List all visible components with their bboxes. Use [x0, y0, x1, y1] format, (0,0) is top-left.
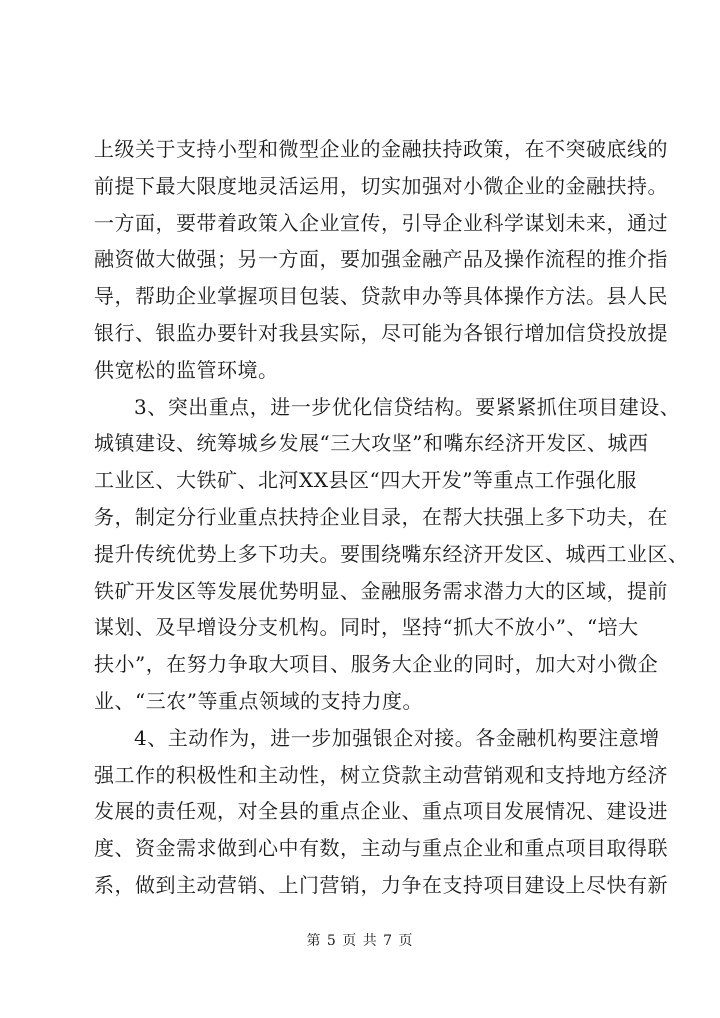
text-line: 扶小”，在努力争取大项目、服务大企业的同时，加大对小微企 — [94, 652, 659, 677]
text-line: 系，做到主动营销、上门营销，力争在支持项目建设上尽快有新 — [94, 872, 668, 897]
text-line: 银行、银监办要针对我县实际，尽可能为各银行增加信贷投放提 — [94, 320, 668, 345]
text-line: 强工作的积极性和主动性，树立贷款主动营销观和支持地方经济 — [94, 762, 668, 787]
text-line: 谋划、及早增设分支机构。同时，坚持“抓大不放小”、“培大 — [94, 615, 639, 640]
section-heading-line: 3、突出重点，进一步优化信贷结构。要紧紧抓住项目建设、 — [134, 394, 681, 419]
text-line: 务，制定分行业重点扶持企业目录，在帮大扶强上多下功夫，在 — [94, 504, 668, 529]
text-line: 工业区、大铁矿、北河XX县区“四大开发”等重点工作强化服 — [94, 468, 637, 493]
text-line: 业、“三农”等重点领域的支持力度。 — [94, 688, 423, 713]
text-line: 融资做大做强；另一方面，要加强金融产品及操作流程的推介指 — [94, 247, 668, 272]
text-line: 铁矿开发区等发展优势明显、金融服务需求潜力大的区域，提前 — [94, 578, 668, 603]
text-line: 导，帮助企业掌握项目包装、贷款申办等具体操作方法。县人民 — [94, 284, 668, 309]
text-line: 发展的责任观，对全县的重点企业、重点项目发展情况、建设进 — [94, 799, 668, 824]
section-heading-line: 4、主动作为，进一步加强银企对接。各金融机构要注意增 — [134, 725, 660, 750]
text-line: 城镇建设、统筹城乡发展“三大攻坚”和嘴东经济开发区、城西 — [94, 431, 649, 456]
text-line: 一方面，要带着政策入企业宣传，引导企业科学谋划未来，通过 — [94, 210, 668, 235]
text-line: 前提下最大限度地灵活运用，切实加强对小微企业的金融扶持。 — [94, 173, 668, 198]
text-line: 度、资金需求做到心中有数，主动与重点企业和重点项目取得联 — [94, 836, 668, 861]
text-line: 提升传统优势上多下功夫。要围绕嘴东经济开发区、城西工业区、 — [94, 541, 689, 566]
page-footer: 第 5 页 共 7 页 — [306, 933, 414, 949]
body-text — [94, 131, 689, 904]
text-line: 供宽松的监管环境。 — [94, 357, 279, 382]
text-line: 上级关于支持小型和微型企业的金融扶持政策，在不突破底线的 — [94, 137, 668, 161]
